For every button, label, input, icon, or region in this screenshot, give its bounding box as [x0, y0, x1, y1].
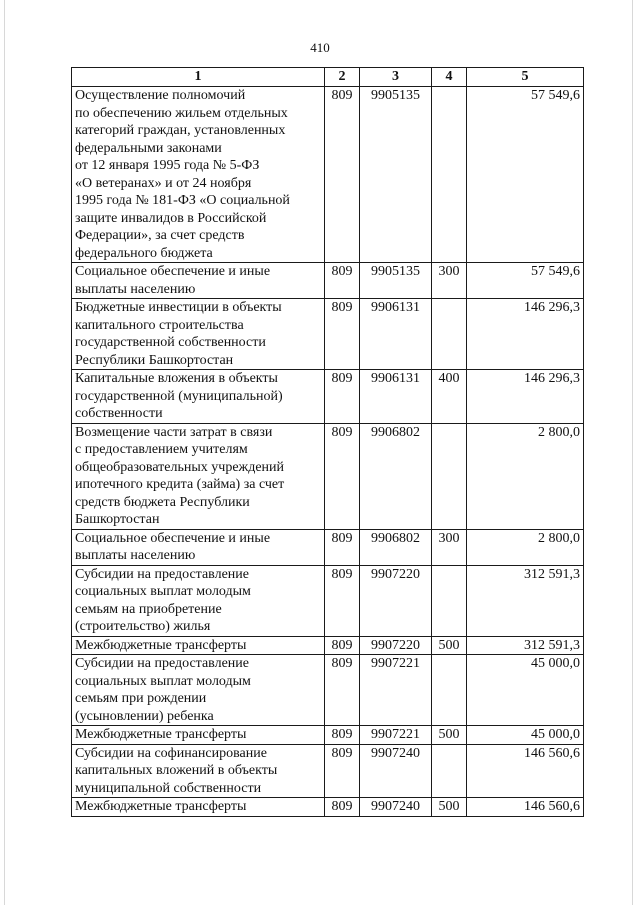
- row-expense-type-cell: 300: [432, 263, 467, 299]
- row-target-code-cell: 9907221: [360, 655, 432, 726]
- column-header-1: 1: [72, 68, 325, 87]
- row-amount-cell: 57 549,6: [467, 87, 584, 263]
- column-header-2: 2: [325, 68, 360, 87]
- row-target-code-cell: 9906131: [360, 299, 432, 370]
- row-ministry-code-cell: 809: [325, 87, 360, 263]
- table-row: [72, 299, 584, 370]
- row-ministry-code-cell: 809: [325, 423, 360, 529]
- row-expense-type-cell: 500: [432, 726, 467, 745]
- column-header-3: 3: [360, 68, 432, 87]
- page-number: 410: [310, 40, 330, 55]
- row-expense-type-cell: [432, 655, 467, 726]
- row-expense-type-cell: [432, 299, 467, 370]
- row-amount-cell: 146 296,3: [467, 370, 584, 424]
- row-amount-cell: 146 560,6: [467, 744, 584, 798]
- scan-edge-right: [632, 0, 633, 905]
- row-target-code-cell: 9905135: [360, 263, 432, 299]
- row-ministry-code-cell: 809: [325, 744, 360, 798]
- row-expense-type-cell: [432, 565, 467, 636]
- table-row: [72, 744, 584, 798]
- row-name-cell: Межбюджетные трансферты: [72, 798, 325, 817]
- row-expense-type-cell: 400: [432, 370, 467, 424]
- row-ministry-code-cell: 809: [325, 370, 360, 424]
- table-row: [72, 726, 584, 745]
- row-amount-cell: 45 000,0: [467, 726, 584, 745]
- row-target-code-cell: 9907240: [360, 798, 432, 817]
- row-expense-type-cell: [432, 744, 467, 798]
- row-target-code-cell: 9906131: [360, 370, 432, 424]
- row-ministry-code-cell: 809: [325, 299, 360, 370]
- row-expense-type-cell: 500: [432, 798, 467, 817]
- row-amount-cell: 312 591,3: [467, 636, 584, 655]
- column-header-5: 5: [467, 68, 584, 87]
- row-name-cell: Субсидии на предоставление социальных выплат молодым семьям на приобретение (строительство) жилья: [72, 565, 325, 636]
- row-expense-type-cell: 500: [432, 636, 467, 655]
- row-name-cell: Социальное обеспечение и иные выплаты населению: [72, 529, 325, 565]
- row-ministry-code-cell: 809: [325, 263, 360, 299]
- row-ministry-code-cell: 809: [325, 798, 360, 817]
- row-name-cell: Капитальные вложения в объекты государственной (муниципальной) собственности: [72, 370, 325, 424]
- row-ministry-code-cell: 809: [325, 529, 360, 565]
- row-name-cell: Возмещение части затрат в связи с предоставлением учителям общеобразовательных учреждений ипотечного кредита (займа) за счет средств бюджета Республики Башкортостан: [72, 423, 325, 529]
- row-name-cell: Социальное обеспечение и иные выплаты населению: [72, 263, 325, 299]
- table-row: [72, 423, 584, 529]
- row-amount-cell: 57 549,6: [467, 263, 584, 299]
- row-amount-cell: 2 800,0: [467, 529, 584, 565]
- row-name-cell: Бюджетные инвестиции в объекты капитального строительства государственной собственности Республики Башкортостан: [72, 299, 325, 370]
- table-row: [72, 798, 584, 817]
- table-row: [72, 87, 584, 263]
- row-name-cell: Субсидии на софинансирование капитальных вложений в объекты муниципальной собственности: [72, 744, 325, 798]
- row-amount-cell: 45 000,0: [467, 655, 584, 726]
- row-target-code-cell: 9907221: [360, 726, 432, 745]
- row-target-code-cell: 9907220: [360, 636, 432, 655]
- table-row: [72, 529, 584, 565]
- table-body: [72, 87, 584, 817]
- row-target-code-cell: 9906802: [360, 423, 432, 529]
- row-name-cell: Межбюджетные трансферты: [72, 636, 325, 655]
- table-header-row: [72, 68, 584, 87]
- table-row: [72, 263, 584, 299]
- column-header-4: 4: [432, 68, 467, 87]
- row-ministry-code-cell: 809: [325, 565, 360, 636]
- table-row: [72, 655, 584, 726]
- table-row: [72, 565, 584, 636]
- row-name-cell: Межбюджетные трансферты: [72, 726, 325, 745]
- row-amount-cell: 146 296,3: [467, 299, 584, 370]
- row-expense-type-cell: [432, 423, 467, 529]
- row-amount-cell: 146 560,6: [467, 798, 584, 817]
- table-row: [72, 370, 584, 424]
- row-name-cell: Осуществление полномочий по обеспечению жильем отдельных категорий граждан, установленных федеральными законами от 12 января 1995 года № 5-ФЗ «О ветеранах» и от 24 ноября 1995 года № 181-ФЗ «О социальной защите инвалидов в Российской Федерации», за счет средств федерального бюджета: [72, 87, 325, 263]
- row-ministry-code-cell: 809: [325, 636, 360, 655]
- scan-edge-left: [4, 0, 5, 905]
- row-target-code-cell: 9907220: [360, 565, 432, 636]
- budget-table: [71, 67, 584, 817]
- table-row: [72, 636, 584, 655]
- row-name-cell: Субсидии на предоставление социальных выплат молодым семьям при рождении (усыновлении) ребенка: [72, 655, 325, 726]
- row-amount-cell: 2 800,0: [467, 423, 584, 529]
- row-target-code-cell: 9907240: [360, 744, 432, 798]
- row-target-code-cell: 9906802: [360, 529, 432, 565]
- row-ministry-code-cell: 809: [325, 655, 360, 726]
- row-amount-cell: 312 591,3: [467, 565, 584, 636]
- row-target-code-cell: 9905135: [360, 87, 432, 263]
- row-expense-type-cell: 300: [432, 529, 467, 565]
- row-expense-type-cell: [432, 87, 467, 263]
- row-ministry-code-cell: 809: [325, 726, 360, 745]
